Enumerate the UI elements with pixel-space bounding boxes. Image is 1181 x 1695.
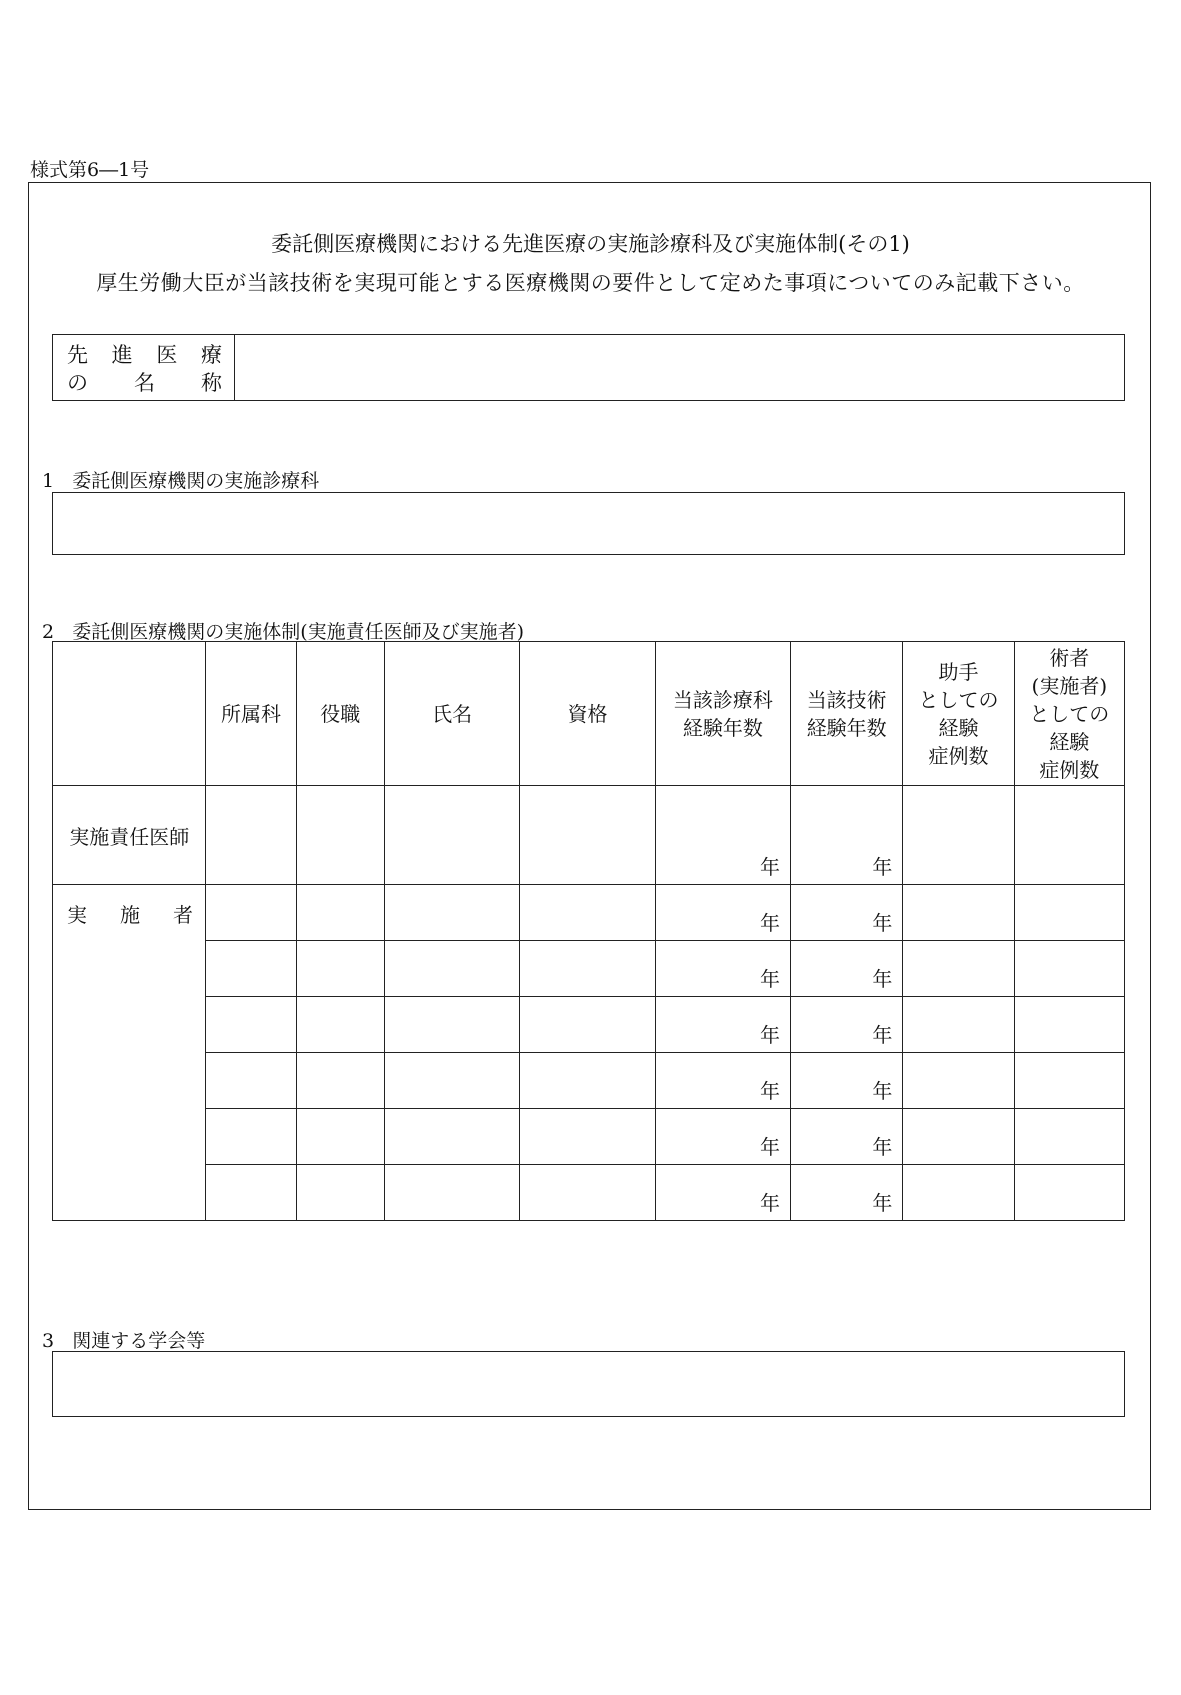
section2-title: 委託側医療機関の実施体制(実施責任医師及び実施者) — [72, 621, 525, 643]
technology-name-label-line1: 先 進 医 療 — [67, 343, 222, 367]
section1-input[interactable] — [52, 492, 1125, 555]
header-operator-line1: 術者 — [1049, 645, 1090, 670]
header-operator-line2: (実施者) — [1031, 673, 1108, 698]
header-operator-line5: 症例数 — [1039, 757, 1100, 782]
header-dept-experience — [655, 642, 790, 786]
staff-row — [53, 1165, 1125, 1221]
staff-dept-years-cell[interactable]: 年 — [655, 1109, 790, 1165]
staff-department-cell[interactable] — [206, 997, 296, 1053]
section1-number: 1 — [42, 470, 55, 492]
staff-name-cell[interactable] — [384, 885, 519, 941]
header-tech-experience — [791, 642, 903, 786]
technology-name-field — [52, 334, 1125, 401]
staff-row — [53, 997, 1125, 1053]
staff-name-cell[interactable] — [384, 941, 519, 997]
header-dept-experience-line2: 経験年数 — [682, 715, 763, 740]
staff-department-cell[interactable] — [206, 1053, 296, 1109]
staff-position-cell[interactable] — [296, 1109, 384, 1165]
staff-dept-years-cell[interactable]: 年 — [655, 997, 790, 1053]
staff-assistant-cases-cell[interactable] — [903, 885, 1014, 941]
section3-input[interactable] — [52, 1351, 1125, 1417]
staff-operator-cases-cell[interactable] — [1014, 997, 1124, 1053]
staff-department-cell[interactable] — [206, 885, 296, 941]
header-tech-experience-line2: 経験年数 — [806, 715, 887, 740]
staff-department-cell[interactable] — [206, 1165, 296, 1221]
staff-name-cell[interactable] — [384, 997, 519, 1053]
leader-row — [53, 786, 1125, 885]
section2-heading — [42, 617, 524, 644]
staff-row — [53, 885, 1125, 941]
leader-name-cell[interactable] — [384, 786, 519, 885]
leader-department-cell[interactable] — [206, 786, 296, 885]
leader-label: 実施責任医師 — [53, 786, 206, 885]
header-position: 役職 — [296, 642, 384, 786]
header-assistant-line1: 助手 — [938, 659, 979, 684]
staff-table-header — [53, 642, 1125, 786]
staff-assistant-cases-cell[interactable] — [903, 941, 1014, 997]
staff-name-cell[interactable] — [384, 1053, 519, 1109]
section1-heading — [42, 466, 319, 493]
section3-title: 関連する学会等 — [72, 1330, 206, 1352]
staff-position-cell[interactable] — [296, 1053, 384, 1109]
staff-label-text: 実 施 者 — [67, 903, 193, 927]
staff-dept-years-cell[interactable]: 年 — [655, 1053, 790, 1109]
form-subtitle: 厚生労働大臣が当該技術を実現可能とする医療機関の要件として定めた事項についてのみ記載下さい。 — [96, 271, 1085, 295]
section1-title: 委託側医療機関の実施診療科 — [72, 470, 320, 492]
leader-position-cell[interactable] — [296, 786, 384, 885]
form-number: 様式第6―1号 — [30, 159, 150, 181]
header-assistant-cases — [903, 642, 1014, 786]
staff-tech-years-cell[interactable]: 年 — [791, 997, 903, 1053]
staff-position-cell[interactable] — [296, 941, 384, 997]
staff-qualification-cell[interactable] — [520, 997, 655, 1053]
staff-operator-cases-cell[interactable] — [1014, 1109, 1124, 1165]
header-qualification: 資格 — [520, 642, 655, 786]
section3-heading — [42, 1326, 205, 1353]
staff-qualification-cell[interactable] — [520, 885, 655, 941]
staff-qualification-cell[interactable] — [520, 1053, 655, 1109]
section2-number: 2 — [42, 621, 55, 643]
section3-number: 3 — [42, 1330, 55, 1352]
header-assistant-line3: 経験 — [938, 715, 979, 740]
staff-operator-cases-cell[interactable] — [1014, 941, 1124, 997]
staff-operator-cases-cell[interactable] — [1014, 1053, 1124, 1109]
staff-tech-years-cell[interactable]: 年 — [791, 1165, 903, 1221]
staff-department-cell[interactable] — [206, 1109, 296, 1165]
staff-assistant-cases-cell[interactable] — [903, 1165, 1014, 1221]
staff-assistant-cases-cell[interactable] — [903, 1053, 1014, 1109]
header-operator-cases — [1014, 642, 1124, 786]
staff-name-cell[interactable] — [384, 1109, 519, 1165]
technology-name-input[interactable] — [235, 335, 1124, 400]
staff-operator-cases-cell[interactable] — [1014, 885, 1124, 941]
leader-assistant-cases-cell[interactable] — [903, 786, 1014, 885]
staff-position-cell[interactable] — [296, 997, 384, 1053]
staff-qualification-cell[interactable] — [520, 941, 655, 997]
header-operator-line3: としての — [1029, 701, 1110, 726]
staff-assistant-cases-cell[interactable] — [903, 1109, 1014, 1165]
staff-row — [53, 941, 1125, 997]
staff-dept-years-cell[interactable]: 年 — [655, 885, 790, 941]
leader-qualification-cell[interactable] — [520, 786, 655, 885]
staff-tech-years-cell[interactable]: 年 — [791, 1109, 903, 1165]
staff-qualification-cell[interactable] — [520, 1165, 655, 1221]
staff-dept-years-cell[interactable]: 年 — [655, 1165, 790, 1221]
staff-tech-years-cell[interactable]: 年 — [791, 885, 903, 941]
staff-row — [53, 1109, 1125, 1165]
staff-position-cell[interactable] — [296, 1165, 384, 1221]
header-dept-experience-line1: 当該診療科 — [672, 687, 773, 712]
staff-tech-years-cell[interactable]: 年 — [791, 1053, 903, 1109]
header-tech-experience-line1: 当該技術 — [806, 687, 887, 712]
header-blank — [53, 642, 206, 786]
header-name: 氏名 — [384, 642, 519, 786]
header-operator-line4: 経験 — [1049, 729, 1090, 754]
staff-dept-years-cell[interactable]: 年 — [655, 941, 790, 997]
staff-tech-years-cell[interactable]: 年 — [791, 941, 903, 997]
staff-label — [53, 885, 206, 1221]
staff-name-cell[interactable] — [384, 1165, 519, 1221]
staff-assistant-cases-cell[interactable] — [903, 997, 1014, 1053]
technology-name-label — [53, 335, 235, 400]
leader-tech-years-cell[interactable]: 年 — [791, 786, 903, 885]
staff-row — [53, 1053, 1125, 1109]
technology-name-label-line2: の 名 称 — [67, 371, 222, 395]
staff-operator-cases-cell[interactable] — [1014, 1165, 1124, 1221]
staff-table — [52, 641, 1125, 1221]
header-assistant-line4: 症例数 — [928, 743, 989, 768]
leader-operator-cases-cell[interactable] — [1014, 786, 1124, 885]
staff-department-cell[interactable] — [206, 941, 296, 997]
form-title: 委託側医療機関における先進医療の実施診療科及び実施体制(その1) — [271, 232, 910, 256]
staff-position-cell[interactable] — [296, 885, 384, 941]
header-department: 所属科 — [206, 642, 296, 786]
leader-dept-years-cell[interactable]: 年 — [655, 786, 790, 885]
staff-qualification-cell[interactable] — [520, 1109, 655, 1165]
header-assistant-line2: としての — [918, 687, 999, 712]
